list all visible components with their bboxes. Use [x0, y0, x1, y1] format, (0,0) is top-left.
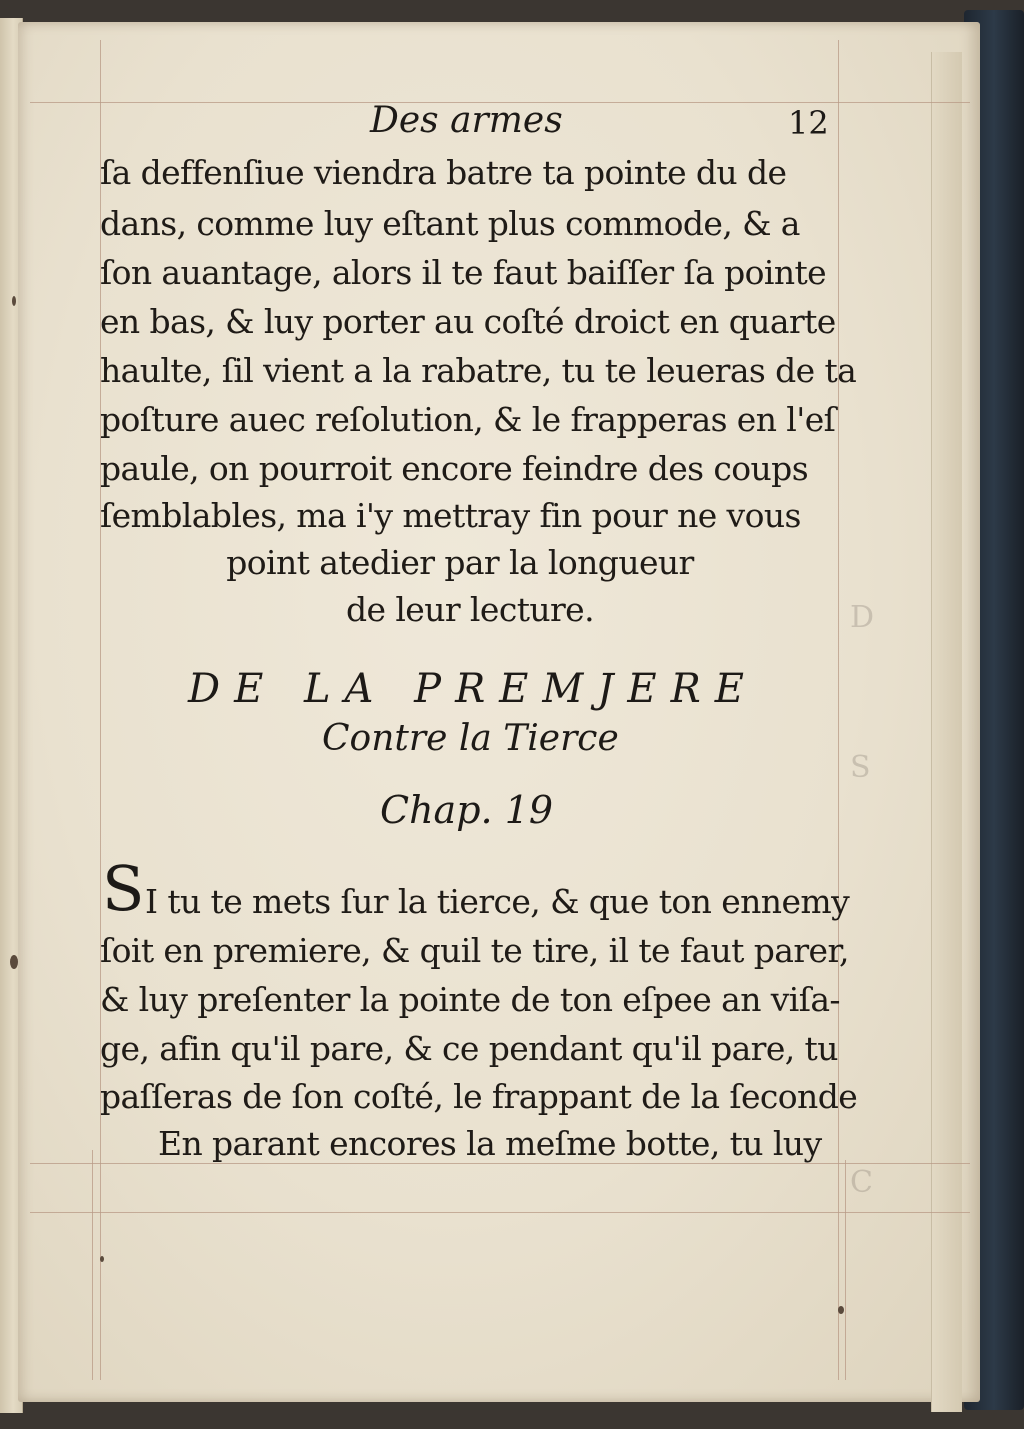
section-heading: DE LA PREMJERE [188, 666, 758, 712]
section-subheading: Contre la Tierce [322, 718, 619, 759]
chapter-first-line: I tu te mets ſur la tierce, & que ton ennemy [145, 882, 850, 921]
chapter-line: paſſeras de ſon coſté, le frappant de la ſeconde [100, 1077, 858, 1116]
chapter-label: Chap. 19 [380, 788, 554, 832]
running-head: Des armes [370, 100, 563, 141]
body-line: en bas, & luy porter au coſté droict en quarte [100, 302, 836, 341]
margin-rule-left-inner [92, 1150, 93, 1380]
show-through-text: C [850, 1165, 873, 1200]
body-line: ſemblables, ma i'y mettray fin pour ne vous [100, 496, 801, 535]
ink-speck [10, 955, 18, 969]
body-line: ſa deffenſiue viendra batre ta pointe du de [100, 153, 787, 192]
body-line: paule, on pourroit encore feindre des coups [100, 449, 809, 488]
ink-speck [100, 1256, 104, 1262]
margin-rule-bottom-1 [30, 1163, 970, 1164]
body-line: ſon auantage, alors il te faut baiſſer ſa pointe [100, 253, 827, 292]
margin-rule-right [838, 40, 839, 1380]
show-through-text: D [850, 600, 875, 635]
ink-speck [838, 1306, 844, 1314]
chapter-last-line: En parant encores la meſme botte, tu luy [158, 1124, 822, 1163]
margin-rule-bottom-2 [30, 1212, 970, 1213]
body-line: poſture auec reſolution, & le frapperas en l'eſ [100, 400, 836, 439]
show-through-text: S [850, 750, 871, 785]
drop-cap: S [102, 852, 145, 925]
margin-rule-right-outer [845, 1160, 846, 1380]
page-fore-edge [931, 52, 962, 1412]
body-line: haulte, ſil vient a la rabatre, tu te leueras de ta [100, 351, 857, 390]
chapter-line: & luy preſenter la pointe de ton eſpee an viſa- [100, 980, 840, 1019]
body-line: dans, comme luy eſtant plus commode, & a [100, 204, 800, 243]
page-number: 12 [788, 104, 829, 142]
chapter-line: ſoit en premiere, & quil te tire, il te faut parer, [100, 931, 849, 970]
ink-speck [12, 296, 16, 306]
chapter-line: ge, afin qu'il pare, & ce pendant qu'il pare, tu [100, 1029, 838, 1068]
closing-line: point atedier par la longueur [226, 543, 694, 582]
closing-line: de leur lecture. [345, 590, 595, 629]
